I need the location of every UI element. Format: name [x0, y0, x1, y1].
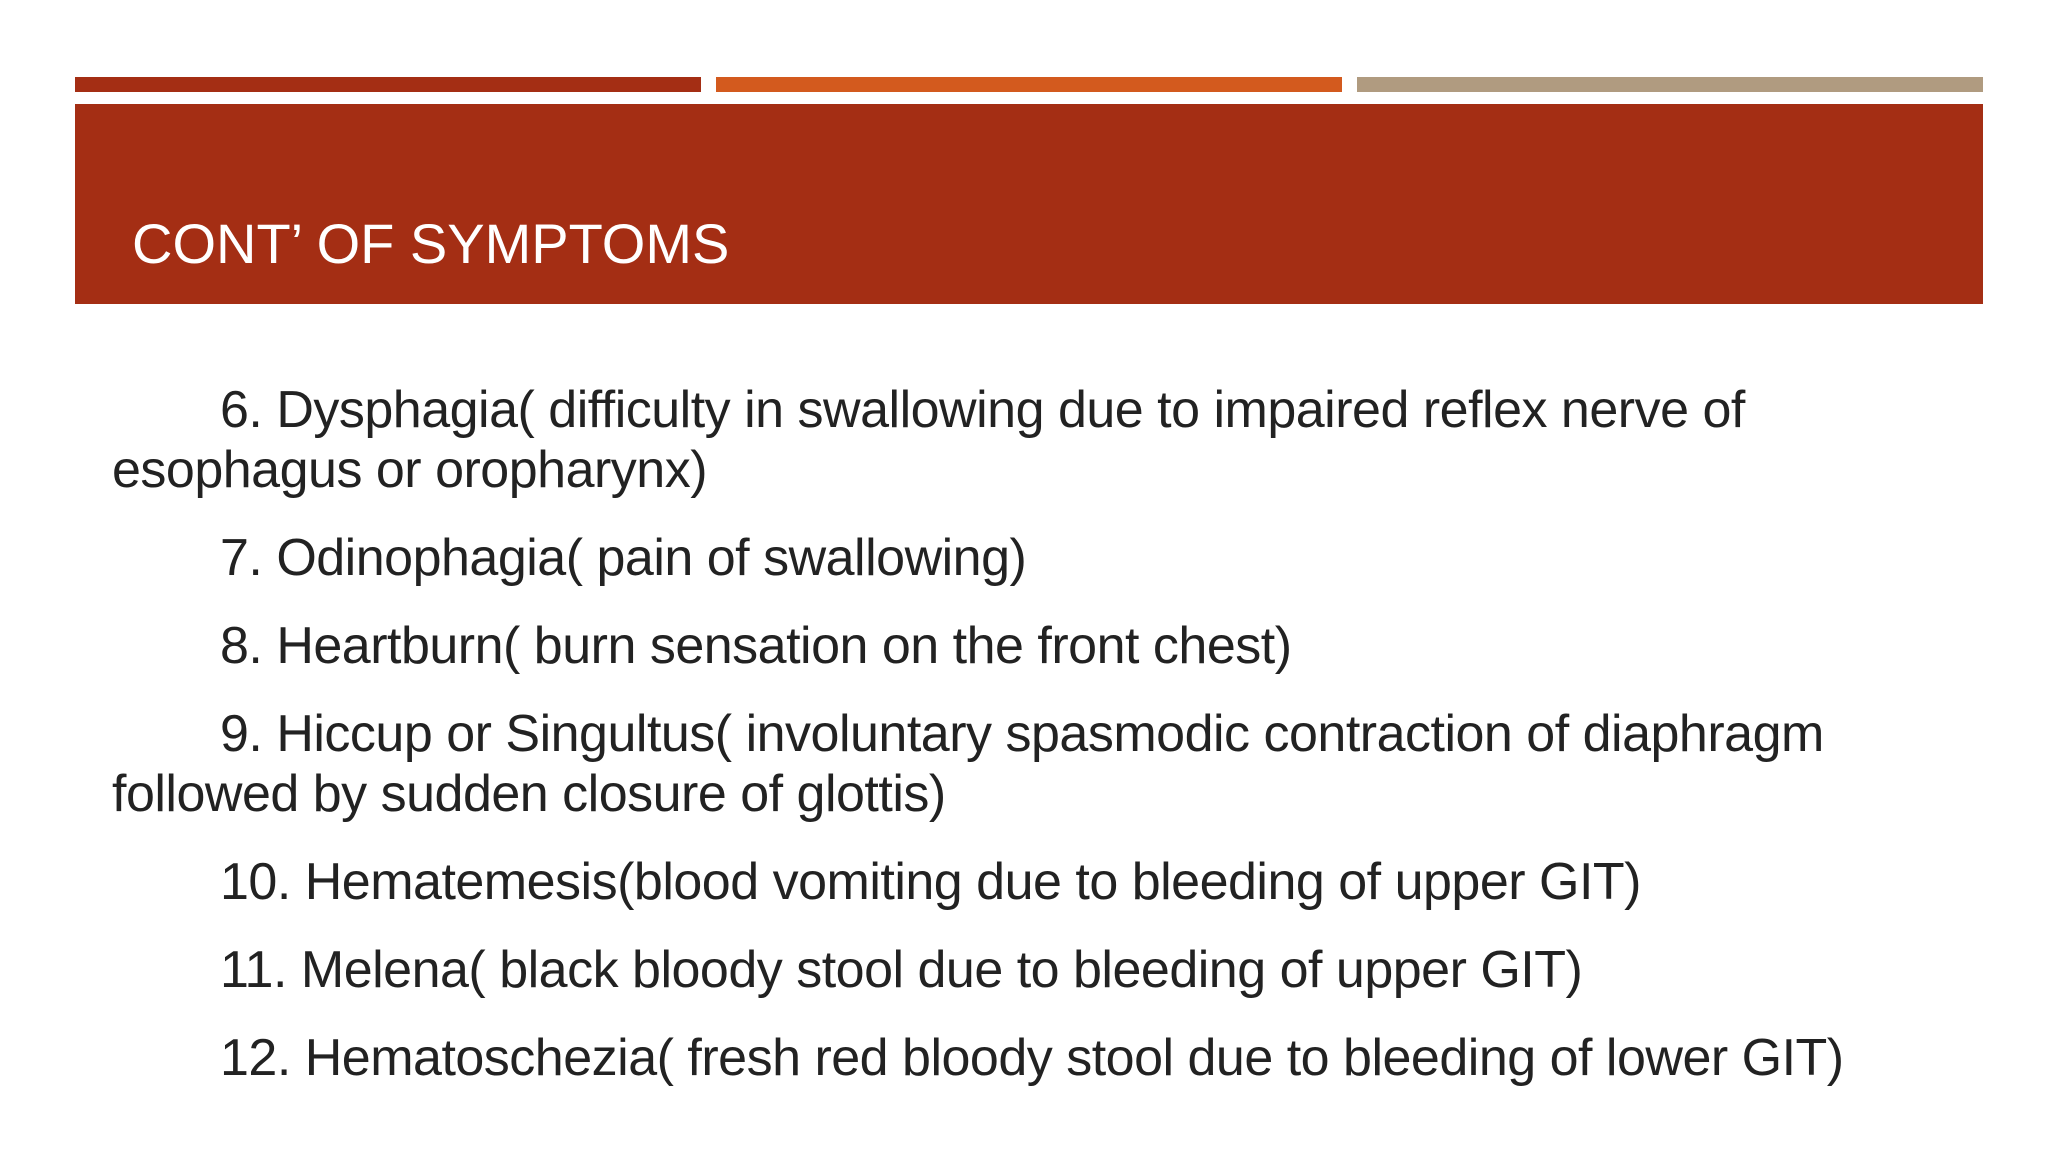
- title-band: [75, 104, 1983, 304]
- symptom-item-hiccup: 9. Hiccup or Singultus( involuntary spasmodic contraction of diaphragm followed by sudden closure of glottis): [112, 705, 1824, 823]
- symptom-item-melena: 11. Melena( black bloody stool due to bleeding of upper GIT): [220, 941, 1583, 999]
- accent-bar-tan: [1357, 77, 1983, 92]
- accent-bar-red: [75, 77, 701, 92]
- accent-bar-orange: [716, 77, 1342, 92]
- symptom-item-hematemesis: 10. Hematemesis(blood vomiting due to bleeding of upper GIT): [220, 853, 1641, 911]
- symptom-item-dysphagia: 6. Dysphagia( difficulty in swallowing due to impaired reflex nerve of esophagus or oropharynx): [112, 381, 1745, 499]
- symptom-item-odinophagia: 7. Odinophagia( pain of swallowing): [220, 529, 1027, 587]
- symptom-item-hematoschezia: 12. Hematoschezia( fresh red bloody stool due to bleeding of lower GIT): [220, 1029, 1844, 1087]
- symptom-list: [112, 380, 1952, 1116]
- symptom-item-heartburn: 8. Heartburn( burn sensation on the front chest): [220, 617, 1292, 675]
- slide-title: CONT’ OF SYMPTOMS: [132, 212, 730, 275]
